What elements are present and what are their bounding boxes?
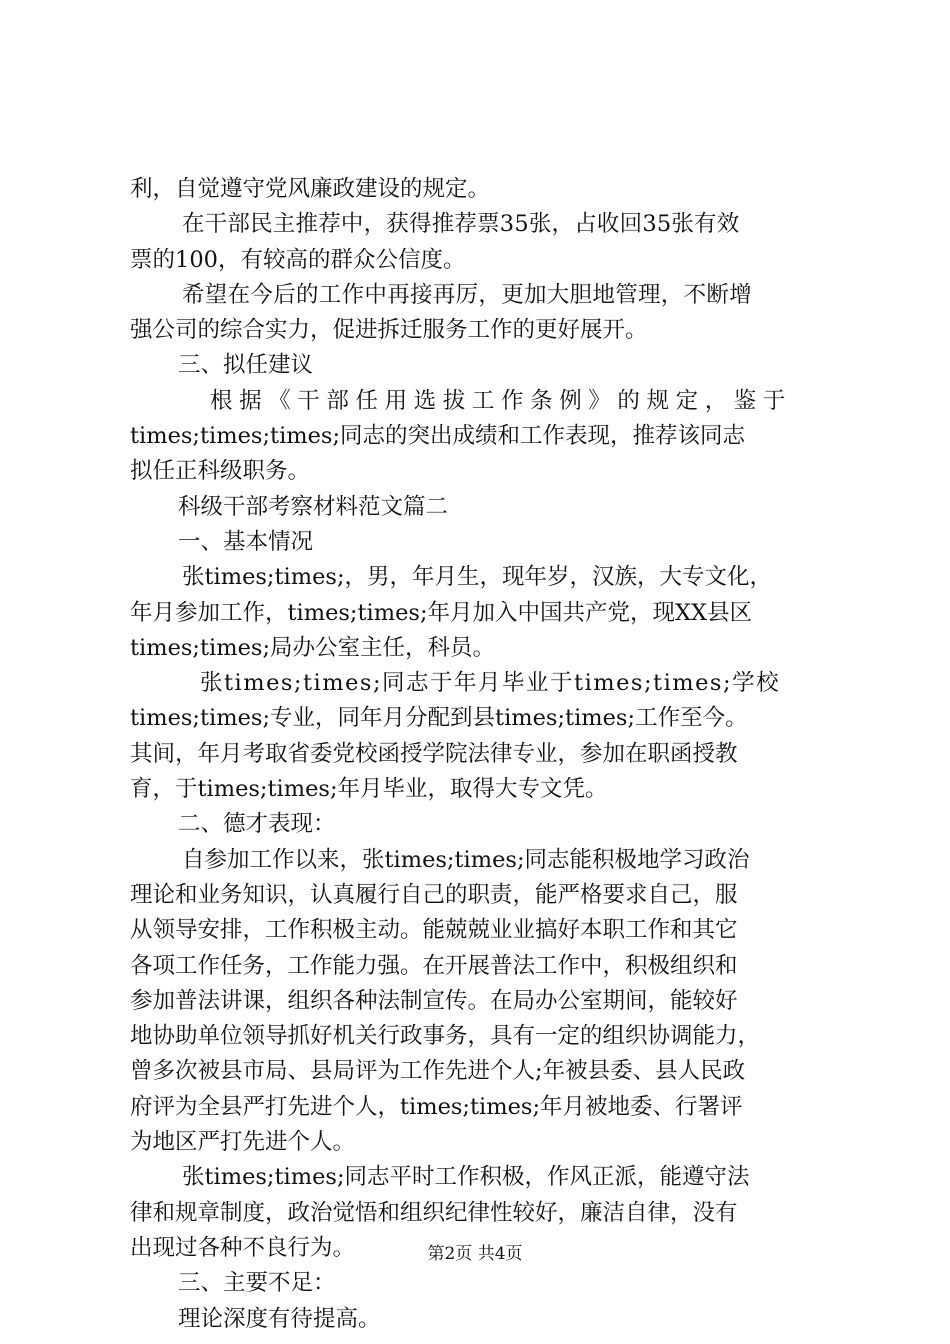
text-line: 一、基本情况: [178, 528, 314, 555]
text-line: 强公司的综合实力，促进拆迁服务工作的更好展开。: [130, 317, 648, 344]
text-line: 张times;times;同志平时工作积极，作风正派，能遵守法: [182, 1164, 750, 1191]
text-line: 为地区严打先进个人。: [130, 1129, 356, 1156]
text-line: 希望在今后的工作中再接再厉，更加大胆地管理，不断增: [182, 281, 753, 308]
text-line: 三、拟任建议: [178, 352, 314, 379]
text-line: 曾多次被县市局、县局评为工作先进个人;年被县委、县人民政: [130, 1058, 746, 1085]
text-line: 从领导安排，工作积极主动。能兢兢业业搞好本职工作和其它: [130, 917, 738, 944]
text-line: 二、德才表现：: [178, 811, 336, 838]
text-line: 其间，年月考取省委党校函授学院法律专业，参加在职函授教: [130, 740, 738, 767]
text-line: 年月参加工作，times;times;年月加入中国共产党，现XX县区: [130, 599, 753, 626]
text-line: 票的100，有较高的群众公信度。: [130, 246, 466, 273]
text-line: 三、主要不足：: [178, 1270, 336, 1297]
page-footer: 第2页 共4页: [427, 1244, 523, 1264]
document-body: [130, 172, 830, 1337]
text-line: 拟任正科级职务。: [130, 458, 311, 485]
text-line: 各项工作任务，工作能力强。在开展普法工作中，积极组织和: [130, 952, 738, 979]
text-line: 出现过各种不良行为。: [130, 1234, 356, 1261]
text-line: 律和规章制度，政治觉悟和组织纪律性较好，廉洁自律，没有: [130, 1199, 738, 1226]
text-line: 科级干部考察材料范文篇二: [178, 493, 449, 520]
text-line: 府评为全县严打先进个人，times;times;年月被地委、行署评: [130, 1093, 743, 1120]
text-line: times;times;专业，同年月分配到县times;times;工作至今。: [130, 705, 748, 732]
text-line: 理论深度有待提高。: [178, 1305, 381, 1332]
text-line: 育，于times;times;年月毕业，取得大专文凭。: [130, 776, 608, 803]
text-line: 张times;times;，男，年月生，现年岁，汉族，大专文化，: [182, 564, 773, 591]
text-line: 利，自觉遵守党风廉政建设的规定。: [130, 176, 491, 202]
text-line: 根据《干部任用选拔工作条例》的规定，鉴于: [210, 387, 793, 414]
text-line: times;times;times;同志的突出成绩和工作表现，推荐该同志: [130, 423, 746, 450]
text-line: times;times;局办公室主任，科员。: [130, 634, 496, 661]
text-line: 参加普法讲课，组织各种法制宣传。在局办公室期间，能较好: [130, 987, 738, 1014]
text-line: 自参加工作以来，张times;times;同志能积极地学习政治: [182, 846, 750, 873]
text-line: 张times;times;同志于年月毕业于times;times;学校: [200, 670, 781, 697]
text-line: 理论和业务知识，认真履行自己的职责，能严格要求自己，服: [130, 881, 738, 908]
text-line: 地协助单位领导抓好机关行政事务，具有一定的组织协调能力，: [130, 1023, 761, 1050]
text-line: 在干部民主推荐中，获得推荐票35张，占收回35张有效: [182, 211, 740, 238]
